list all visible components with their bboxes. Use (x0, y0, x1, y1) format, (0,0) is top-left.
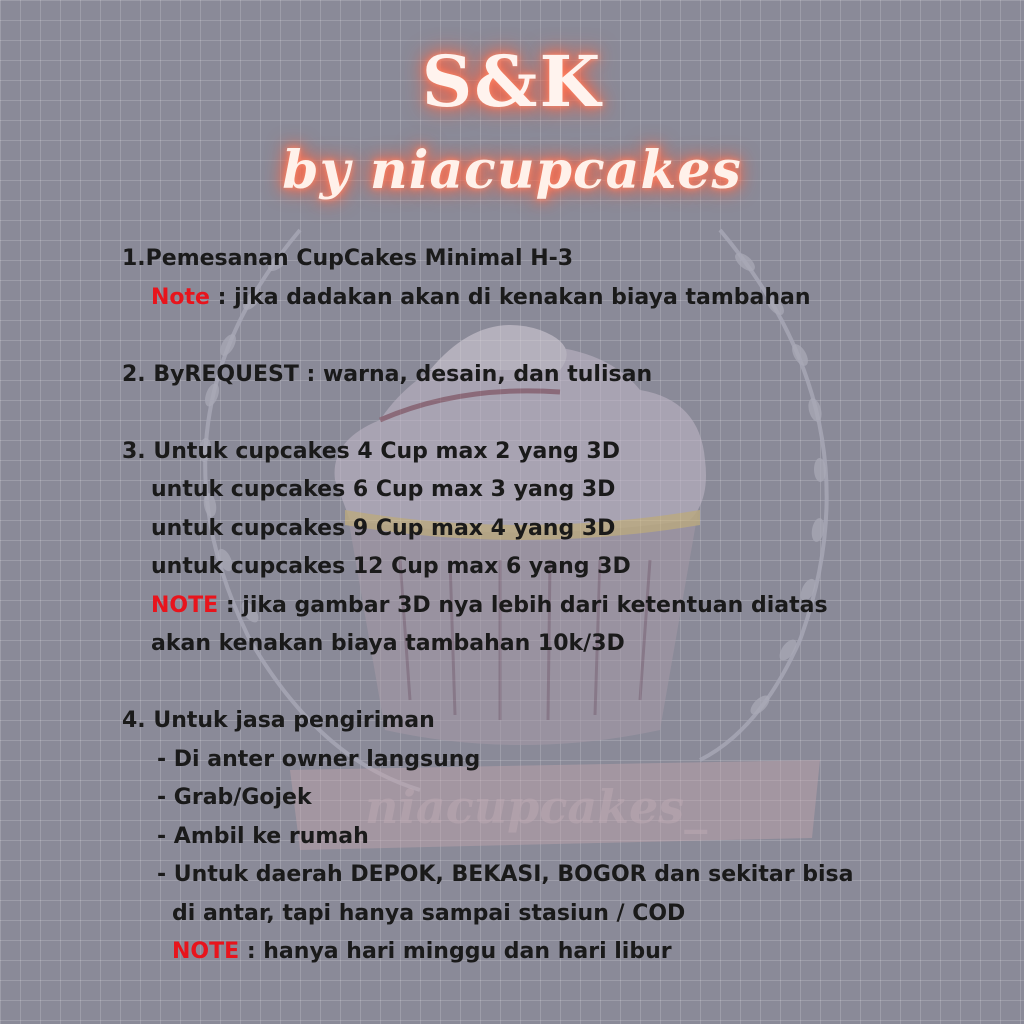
note-text: : jika gambar 3D nya lebih dari ketentuan diatas (218, 592, 828, 618)
delivery-option: - Di anter owner langsung (157, 746, 481, 772)
note-text: : hanya hari minggu dan hari libur (239, 939, 672, 964)
rule-3 (122, 433, 982, 664)
rule-4 (122, 702, 982, 972)
watermark-text: niacupcakes_ (365, 780, 708, 834)
note-label: Note (151, 284, 210, 310)
brand-subtitle: by niacupcakes (282, 140, 742, 201)
rule-note (122, 587, 982, 626)
delivery-option: - Untuk daerah DEPOK, BEKASI, BOGOR dan sekitar bisa (157, 862, 854, 887)
rule-note-continued: akan kenakan biaya tambahan 10k/3D (151, 631, 625, 656)
note-label: NOTE (172, 939, 240, 964)
rule-heading: 4. Untuk jasa pengiriman (122, 708, 435, 733)
delivery-option-continued: di antar, tapi hanya sampai stasiun / COD (172, 900, 686, 926)
rule-line: untuk cupcakes 6 Cup max 3 yang 3D (151, 477, 616, 502)
rule-heading: 1.Pemesanan CupCakes Minimal H-3 (122, 246, 574, 271)
rule-heading: 3. Untuk cupcakes 4 Cup max 2 yang 3D (122, 438, 620, 464)
rules-list (122, 240, 982, 972)
note-text: : jika dadakan akan di kenakan biaya tambahan (209, 284, 811, 310)
rule-line: untuk cupcakes 12 Cup max 6 yang 3D (151, 554, 631, 579)
delivery-option: - Grab/Gojek (157, 785, 312, 810)
rule-2 (122, 356, 982, 395)
rule-note (122, 279, 982, 318)
rule-line: untuk cupcakes 9 Cup max 4 yang 3D (151, 515, 616, 541)
brand-title: S&K (421, 40, 603, 123)
delivery-option: - Ambil ke rumah (157, 823, 369, 849)
rule-heading: 2. ByREQUEST : warna, desain, dan tulisan (122, 361, 653, 387)
note-label: NOTE (151, 592, 219, 618)
rule-1 (122, 240, 982, 317)
rule-note (122, 933, 982, 972)
